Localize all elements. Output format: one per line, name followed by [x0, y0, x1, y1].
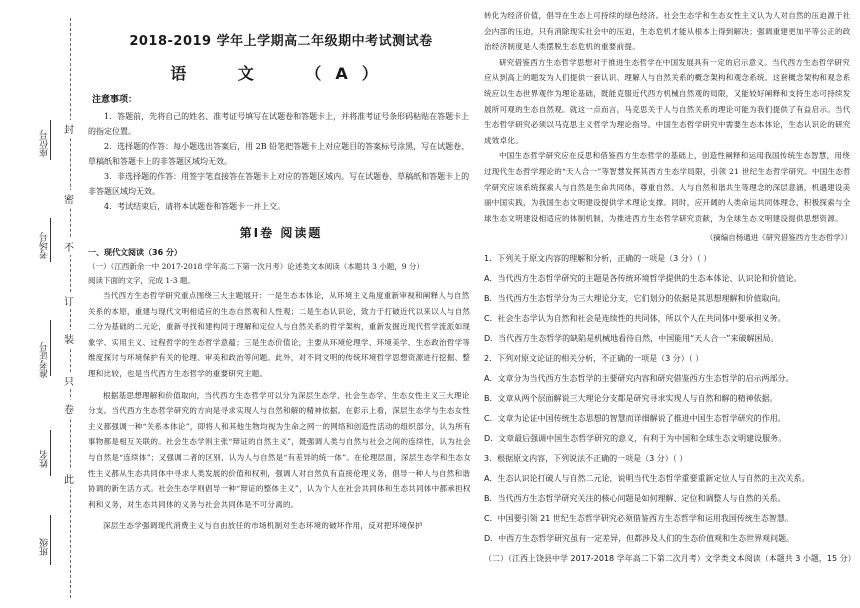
field-underline [50, 120, 51, 160]
option-b: B．当代西方生态哲学研究关注的核心问题是如何理解、定位和调整人与自然的关系。 [484, 494, 786, 504]
option-c: C．社会生态学认为自然和社会是连续性的共同体，所以个人在共同体中要承担义务。 [484, 314, 786, 324]
name-label: 姓名 [40, 450, 50, 468]
subject-title: 语 文 （A） [170, 64, 392, 83]
left-column [88, 30, 474, 600]
field-underline [50, 218, 51, 262]
option-a: A．文章分为当代西方生态哲学的主要研究内容和研究借鉴西方生态哲学的启示两部分。 [484, 374, 794, 384]
question-stem: 1．下列关于原文内容的理解和分析，正确的一项是（3 分）（ ） [484, 254, 712, 264]
question-stem: 3．根据原文内容，下列说法不正确的一项是（3 分）（ ） [484, 454, 688, 464]
seal-char: 此 [64, 470, 74, 487]
passage-source: （摘编自杨通进《研究借鉴西方生态哲学》） [705, 233, 852, 243]
notice-item: 2．选择题的作答：每小题选出答案后，用 2B 铅笔把答题卡上对应题目的答案标号涂黑，写在试题卷、草稿纸和答题卡上的非答题区域均无效。 [88, 142, 470, 166]
passage-paragraph: 转化为经济价值，倡导在生态上可持续的绿色经济。社会生态学和生态女性主义认为人对自然的压迫源于社会内部的压迫，只有消除现实社会中的压迫，生态危机才能从根本上得到解决；强调重建更加平等公正的政治经济制度是人类摆脱生态危机的重要前提。 [484, 11, 851, 52]
admission-ticket-label: 准考证号 [40, 342, 50, 378]
seal-char: 不 [64, 238, 74, 255]
notice-list [88, 109, 474, 214]
option-d: D．当代西方生态哲学的缺陷是机械地看待自然，中国能用“天人合一”来破解困局。 [484, 334, 779, 344]
seat-number-label: 座位号 [40, 130, 50, 157]
passage-paragraph: 研究借鉴西方生态哲学思想对于推进生态哲学在中国发展具有一定的启示意义。当代西方生态哲学研究应从到高上的题发为人们提供一套认识、理解人与自然关系的概念架构和观念系统。这套概念架构和观念系统应以生态世界观作为理论基础，既能克服近代西方机械自然观的局限，又能较好阐释和支持生态可持续发展所可观的生态自然观。就这一点而言，马克思关于人与自然关系的理论可能为我们提供了有益启示。当代生态哲学研究必须以马克思主义哲学为理论指导。中国生态哲学研究中需要生态本体论，生态认识论的研究成效卓化。 [484, 57, 851, 145]
notice-item: 3．非选择题的作答：用签字笔直接答在答题卡上对应的答题区域内。写在试题卷、草稿纸和答题卡上的非答题区域均无效。 [88, 172, 470, 196]
option-a: A．生态认识论打破人与自然二元论，说明当代生态哲学重要重新定位人与自然的主次关系。 [484, 474, 810, 484]
option-b: B．当代西方生态哲学分为三大理论分支，它们划分的依据是其思想理解和价值取向。 [484, 294, 786, 304]
option-d: D．文章最后强调中国生态哲学研究的意义，有利于为中国和全球生态文明建设服务。 [484, 434, 787, 444]
seal-char: 封 [64, 120, 74, 137]
part-heading: 一、现代文阅读（36 分） [88, 248, 182, 257]
seal-char: 只 [64, 372, 74, 389]
question-3 [484, 449, 852, 549]
option-b: B．文章从两个层面解说三大理论分支都是研究寻求实现人与自然和解的精神依据。 [484, 394, 778, 404]
option-c: C．文章为论证中国传统生态思想的智慧而详细解说了推进中国生态哲学研究的作用。 [484, 414, 786, 424]
section-title: 第Ⅰ卷 阅读题 [239, 226, 323, 240]
seal-char: 卷 [64, 400, 74, 417]
option-d: D．中西方生态哲学研究虽有一定差异，但都涉及人们的生态价值观和生态世界观问题。 [484, 534, 795, 544]
question-1 [484, 249, 852, 349]
right-column [484, 8, 856, 600]
exam-room-label: 考场号 [40, 232, 50, 259]
passage-paragraph: 根据基思想理解和价值取向，当代西方生态哲学可以分为深层生态学、社会生态学、生态女性主义三大理论分支。当代西方生态哲学研究的方向是寻求实现人与自然和解的精神依据。在彰示上看，深层生态学与生态女性主义都强调一种“关系本体论”，即将人和其他生物均视为生命之网一的网络和创造性活动的组织部分，认为所有事物都是相互关联的。社会生态学则主张“辩证的自然主义”，既强调人类与自然与社会之间的连续性，认为社会与自然是“连续体”；又强调二者的区别，认为人与自然是“有差异的统一体”。在伦理层面，深层生态学和生态女性主义都从生态共同体中寻求人类发展的价值和权利，强调人对自然负有直接伦理义务，倡导一种人与自然和谐协调的新生活方式。社会生态学则倡导一种“辩证的整体主义”，认为个人在社会共同体和生态共同体中都承担权利和义务，对生态共同体的义务与社会共同体是不可分离的。 [88, 390, 472, 509]
seal-char: 订 [64, 292, 74, 309]
exam-title: 2018-2019 学年上学期高二年级期中考试测试卷 [129, 34, 433, 49]
question-2 [484, 349, 852, 449]
binding-strip [0, 0, 82, 608]
notice-item: 4．考试结束后，请将本试题卷和答题卡一并上交。 [104, 202, 286, 211]
seal-char: 密 [64, 190, 74, 207]
field-underline [50, 430, 51, 476]
sub-section-intro: （二）（江西上饶县中学 2017-2018 学年高二下第二次月考）文学类文本阅读（本题共 3 小题，15 分） [484, 554, 856, 564]
passage-paragraph: 中国生态哲学研究应在反思和借鉴西方生态哲学的基础上，创造性阐释和运用我国传统生态智慧，用绕过现代生态哲学理论的“天人合一”等智慧发挥其西方生态学局限，引领 21 世纪生态哲学研究。中国生态哲学研究应该系统探索人与自然是生命共同体，尊重自然、人与自然和谐共生等理念的深层意涵，机遇建设美丽中国实践，为我国生态文明建设提供学术理论支撑。同时，应开阔的人类命运共同体理念，积极探索与全球生态文明建设相适应的体制机制，为推进西方生态哲学研究贡献，为全球生态文明建设提供思想资源。 [484, 151, 851, 223]
reading-passage [88, 288, 474, 534]
notice-item: 1．答题前，先将自己的姓名、准考证号填写在试题卷和答题卡上，并将准考证号条形码粘贴在答题卡上的指定位置。 [88, 112, 470, 136]
option-a: A．当代西方生态哲学研究的主题是各传统环境哲学提供的生态本体论、认识论和价值论。 [484, 274, 802, 284]
reading-instruction: 阅读下面的文字，完成 1-3 题。 [88, 276, 195, 285]
option-c: C．中国要引领 21 世纪生态哲学研究必须借鉴西方生态哲学和运用我国传统生态智慧。 [484, 514, 793, 524]
class-label: 班级 [40, 538, 50, 556]
notice-heading: 注意事项： [92, 95, 138, 105]
passage-paragraph: 深层生态学强调现代消费主义与自由放任的市场机制对生态环境的破坏作用，反对把环境保护 [103, 521, 423, 531]
field-underline [50, 320, 51, 376]
seal-char: 装 [64, 330, 74, 347]
passage-continued [484, 8, 852, 226]
question-stem: 2．下列对原文论证的相关分析，不正确的一项是（3 分）（ ） [484, 354, 704, 364]
sub-section-intro: （一）（江西新余一中 2017-2018 学年高二下第一次月考）论述类文本阅读（本题共 3 小题，9 分） [88, 262, 424, 271]
passage-paragraph: 当代西方生态哲学研究重点围绕三大主题展开：一是生态本体论，从环境主义角度重新审视和阐释人与自然关系的本原，重建与现代文明相适应的生态自然观和人性观；二是生态认识论，致力于打破近代以来以人与自然二分为基础的二元论，重新寻找和建构同于理解和定位人与自然关系的哲学架构，重新发掘近现代哲学流派如现象学、实用主义、过程哲学的生态哲学意蕴；三是生态价值论，主要从环境伦理学、环境美学、生态政治哲学等维度探讨与环境保护有关的伦理、审美和政治等问题。此外，对不同文明的传统环境哲学思想资源进行挖掘、整理和比较，也是当代西方生态哲学的重要研究主题。 [88, 291, 471, 378]
field-underline [50, 515, 51, 565]
